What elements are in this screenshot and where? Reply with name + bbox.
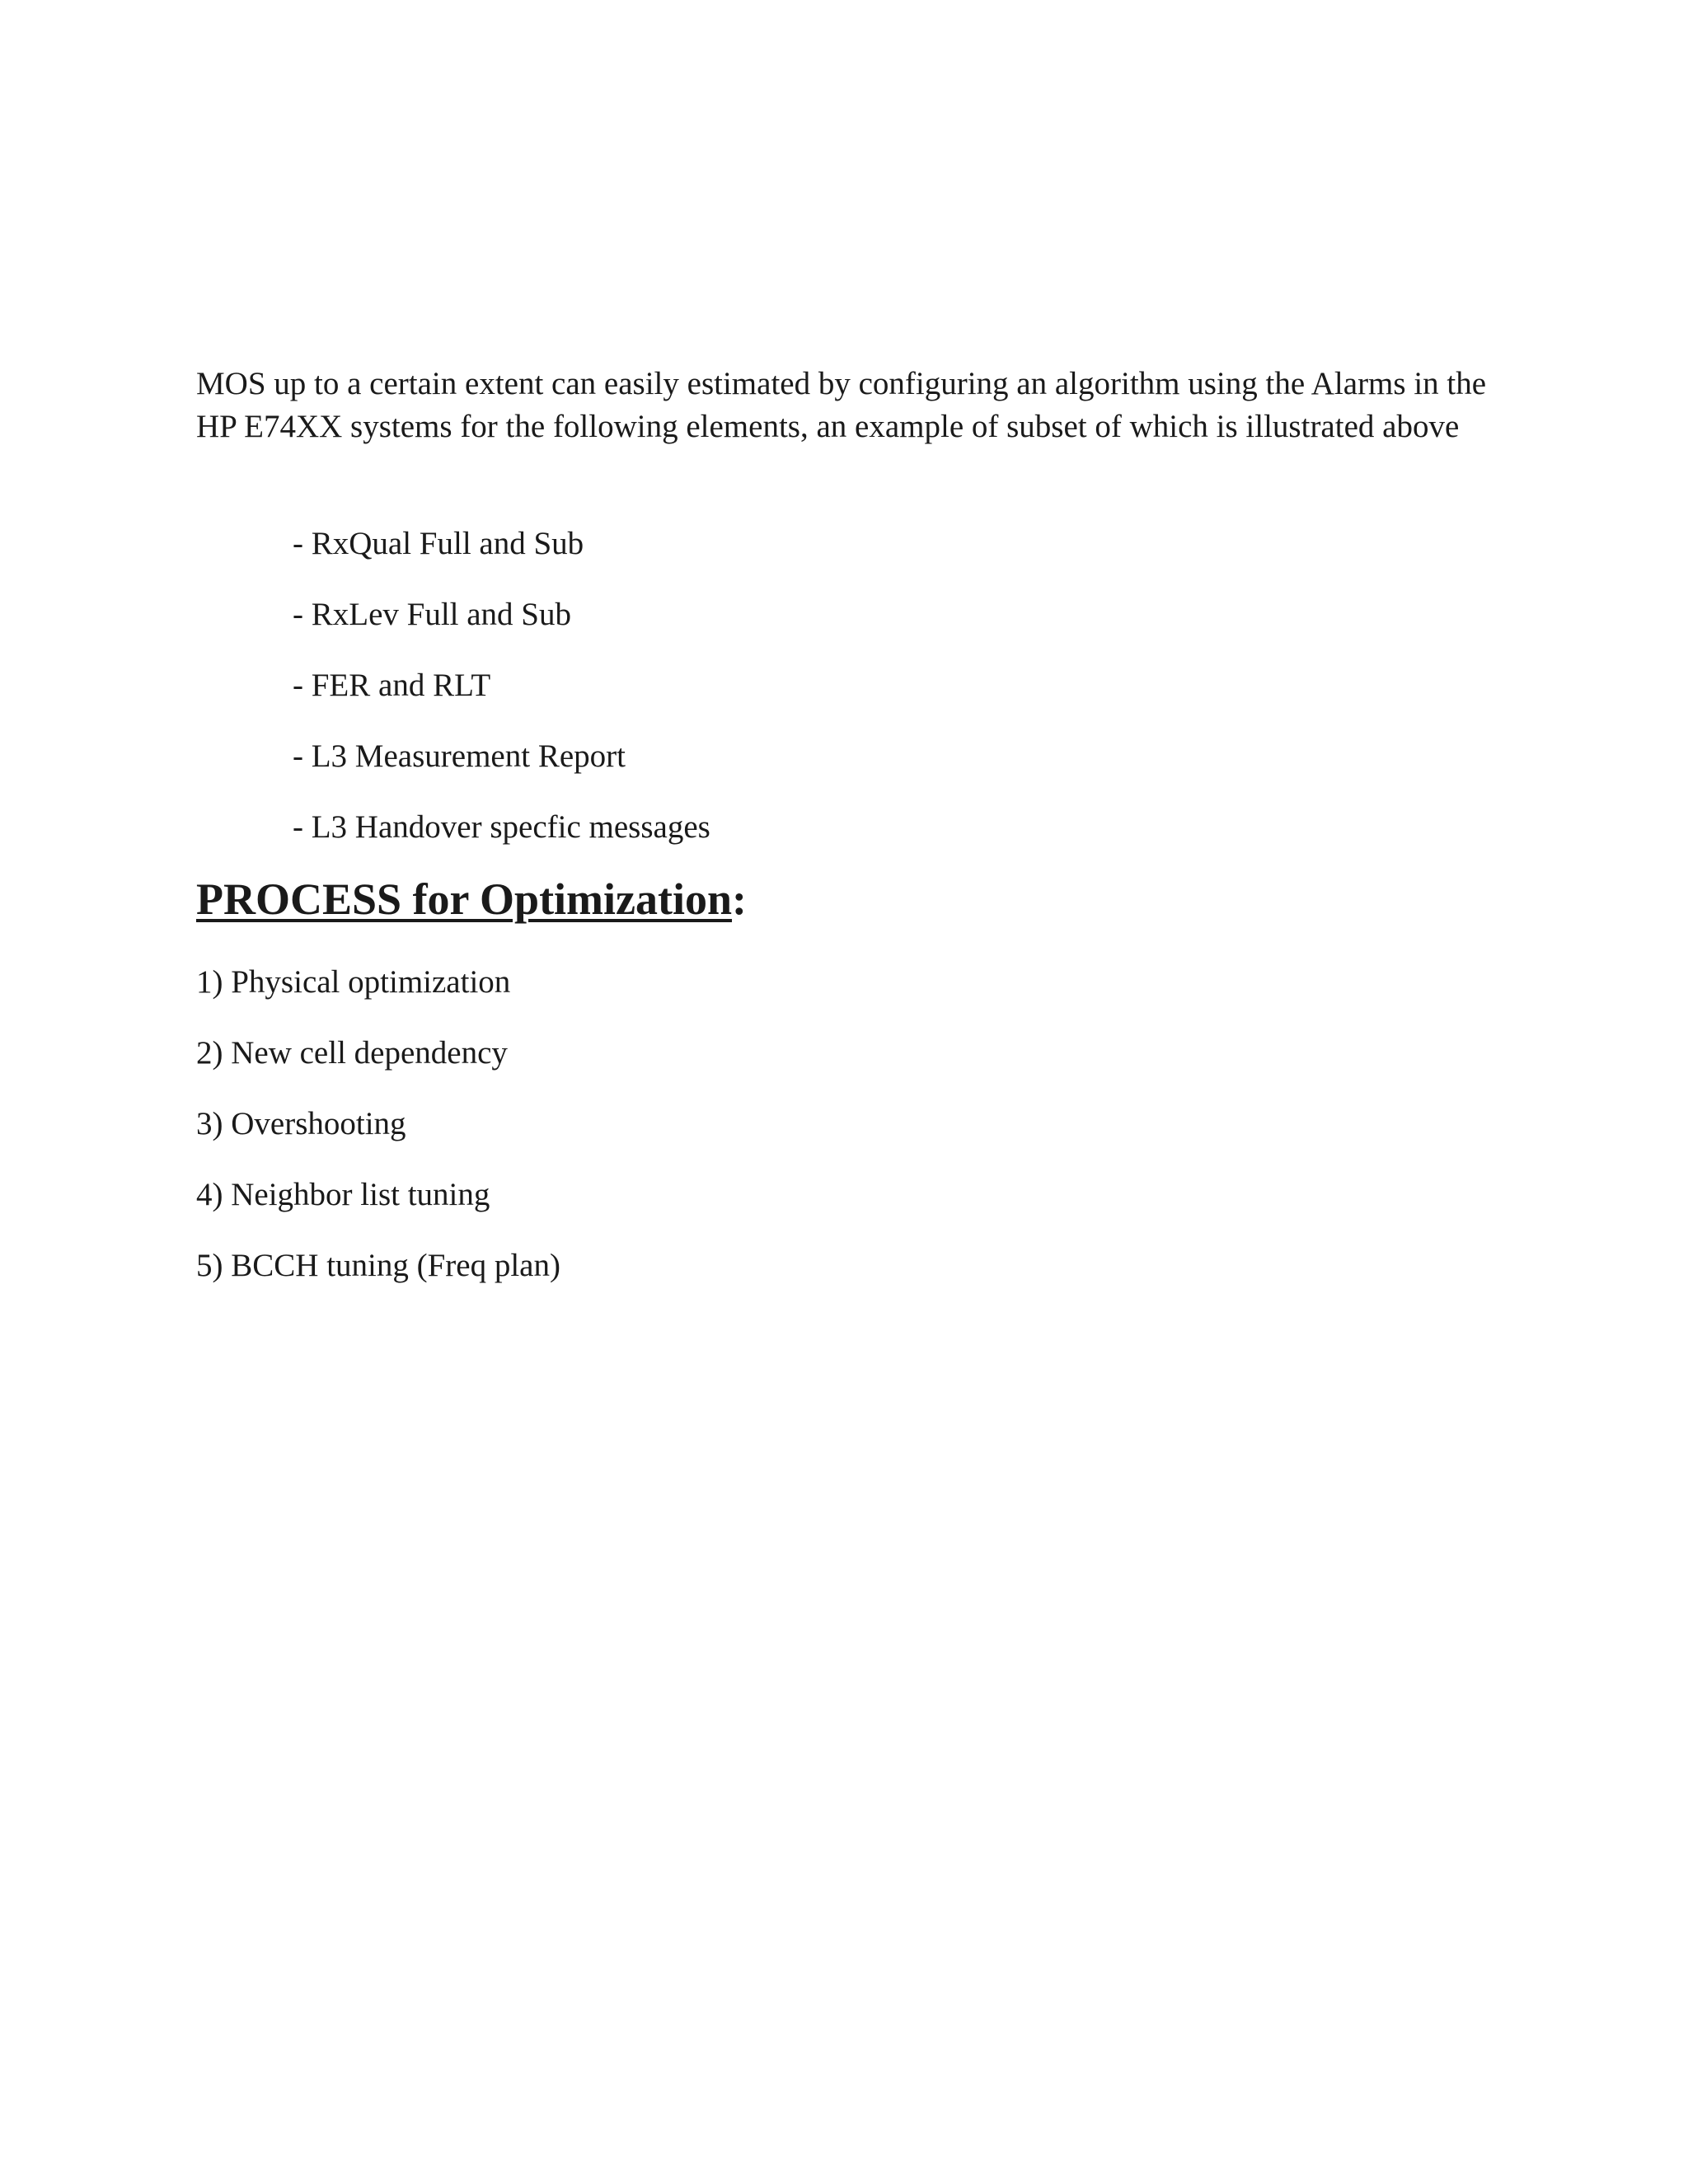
list-item: - RxLev Full and Sub xyxy=(293,597,571,632)
list-item: 1) Physical optimization xyxy=(196,964,511,1000)
list-item: 5) BCCH tuning (Freq plan) xyxy=(196,1248,560,1283)
section-heading xyxy=(196,870,747,928)
list-item: - RxQual Full and Sub xyxy=(293,526,584,561)
list-item: - FER and RLT xyxy=(293,668,491,703)
list-item: 2) New cell dependency xyxy=(196,1035,508,1071)
list-item: - L3 Handover specfic messages xyxy=(293,809,710,845)
section-heading-text: PROCESS for Optimization xyxy=(196,874,733,924)
list-item: - L3 Measurement Report xyxy=(293,738,626,774)
section-heading-colon: : xyxy=(732,874,748,924)
list-item: 3) Overshooting xyxy=(196,1106,406,1141)
process-steps-list xyxy=(196,961,560,1315)
list-item: 4) Neighbor list tuning xyxy=(196,1177,490,1212)
element-list xyxy=(293,523,710,877)
intro-paragraph: MOS up to a certain extent can easily estimated by configuring an algorithm using the Alarms in the HP E74XX systems for the following elements, an example of subset of which is illustrated above xyxy=(196,366,1487,444)
